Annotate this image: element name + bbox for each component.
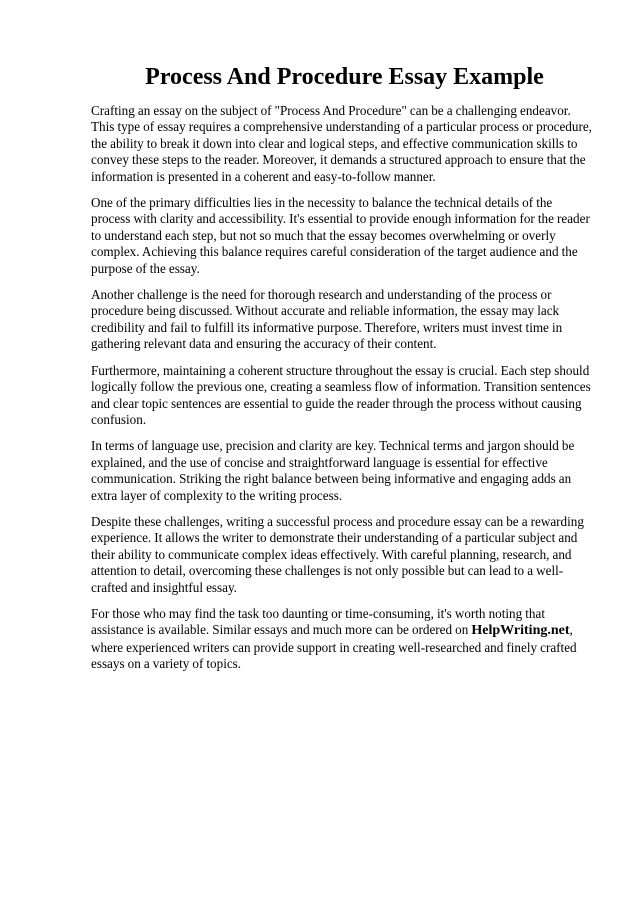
document-body xyxy=(91,103,592,673)
paragraph: Furthermore, maintaining a coherent structure throughout the essay is crucial. Each step should logically follow the previous one, creating a seamless flow of information. Transition sentences and clear topic sentences are essential to guide the reader through the process without causing confusion. xyxy=(91,362,591,427)
paragraph: Crafting an essay on the subject of "Process And Procedure" can be a challenging endeavor. This type of essay requires a comprehensive understanding of a particular process or procedure, the ability to break it down into clear and logical steps, and effective communication skills to convey these steps to the reader. Moreover, it demands a structured approach to ensure that the information is presented in a coherent and easy-to-follow manner. xyxy=(91,103,592,184)
final-paragraph-text-after-link: , where experienced writers can provide support in creating well-researched and finely crafted essays on a variety of topics. xyxy=(91,622,577,672)
paragraph: In terms of language use, precision and clarity are key. Technical terms and jargon should be explained, and the use of concise and straightforward language is essential for effective communication. Striking the right balance between being informative and engaging adds an extra layer of complexity to the writing process. xyxy=(91,438,575,503)
paragraph: Another challenge is the need for thorough research and understanding of the process or procedure being discussed. Without accurate and reliable information, the essay may lack credibility and fail to fulfill its informative purpose. Therefore, writers must invest time in gathering relevant data and ensuring the accuracy of their content. xyxy=(91,287,563,352)
paragraph: One of the primary difficulties lies in the necessity to balance the technical details of the process with clarity and accessibility. It's essential to provide enough information for the reader to understand each step, but not so much that the essay becomes overwhelming or overly complex. Achieving this balance requires careful consideration of the target audience and the purpose of the essay. xyxy=(91,195,590,276)
final-paragraph-text-before-link: For those who may find the task too daunting or time-consuming, it's worth noting that assistance is available. Similar essays and much more can be ordered on xyxy=(91,605,545,638)
paragraph: Despite these challenges, writing a successful process and procedure essay can be a rewarding experience. It allows the writer to demonstrate their understanding of a particular subject and their ability to communicate complex ideas effectively. With careful planning, research, and attention to detail, overcoming these challenges is not only possible but can lead to a well-crafted and insightful essay. xyxy=(91,513,584,595)
helpwriting-link[interactable]: HelpWriting.net xyxy=(471,623,570,639)
final-paragraph xyxy=(91,606,593,673)
document-title: Process And Procedure Essay Example xyxy=(145,64,544,90)
